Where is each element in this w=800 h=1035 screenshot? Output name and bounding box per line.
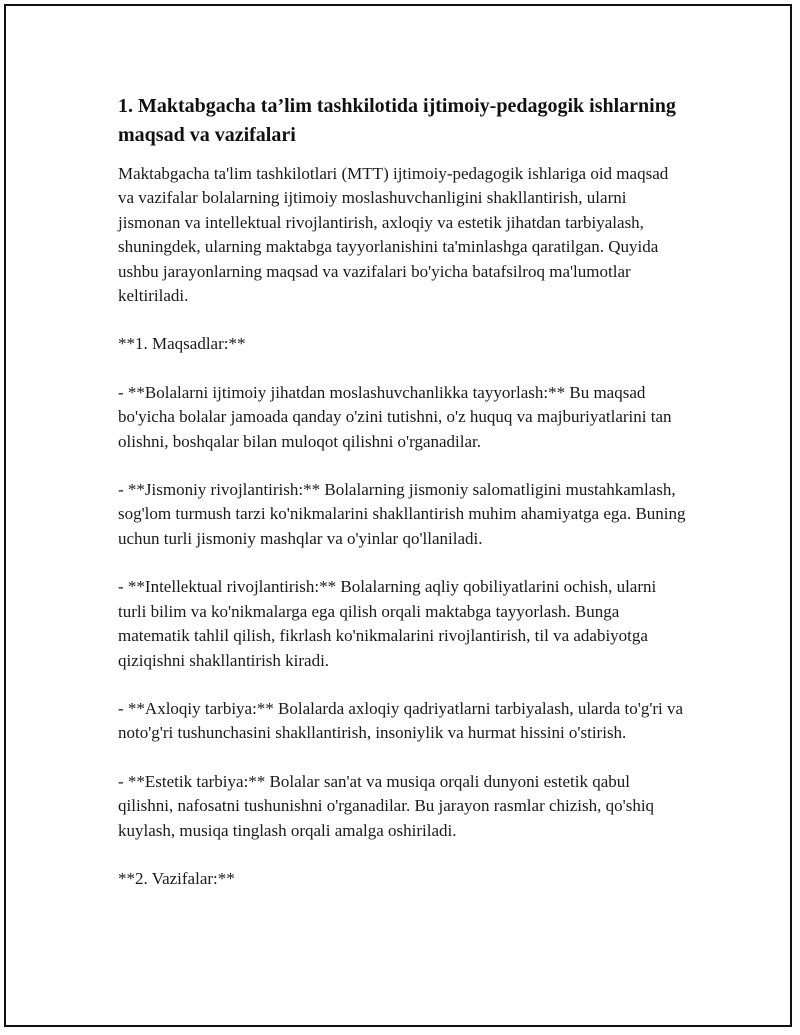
document-body (118, 92, 688, 915)
goal-social-adaptation: - **Bolalarni ijtimoiy jihatdan moslashuvchanlikka tayyorlash:** Bu maqsad bo'yicha bolalar jamoada qanday o'zini tutishni, o'z huquq va majburiyatlarini tan olishni, boshqalar bilan muloqot qilishni o'rganadilar. (118, 382, 672, 451)
goal-moral-education: - **Axloqiy tarbiya:** Bolalarda axloqiy qadriyatlarni tarbiyalash, ularda to'g'ri va noto'g'ri tushunchasini shakllantirish, insoniylik va hurmat hissini o'stirish. (118, 698, 684, 743)
document-heading: 1. Maktabgacha ta’lim tashkilotida ijtimoiy-pedagogik ishlarning maqsad va vazifalari (118, 95, 676, 146)
section-tasks-label: **2. Vazifalar:** (118, 868, 235, 888)
goal-physical-development: - **Jismoniy rivojlantirish:** Bolalarning jismoniy salomatligini mustahkamlash, sog'lom turmush tarzi ko'nikmalarini shakllantirish muhim ahamiyatga ega. Buning uchun turli jismoniy mashqlar va o'yinlar qo'llaniladi. (118, 480, 686, 548)
goal-aesthetic-education: - **Estetik tarbiya:** Bolalar san'at va musiqa orqali dunyoni estetik qabul qilishni, nafosatni tushunishni o'rganadilar. Bu jarayon rasmlar chizish, qo'shiq kuylash, musiqa tinglash orqali amalga oshiriladi. (118, 771, 655, 840)
section-goals-label: **1. Maqsadlar:** (118, 334, 246, 354)
goal-intellectual-development: - **Intellektual rivojlantirish:** Bolalarning aqliy qobiliyatlarini ochish, ularni turli bilim va ko'nikmalarga ega qilish orqali maktabga tayyorlash. Bunga matematik tahlil qilish, fikrlash ko'nikmalarini rivojlantirish, til va adabiyotga qiziqishni shakllantirish kiradi. (118, 577, 657, 670)
intro-paragraph: Maktabgacha ta'lim tashkilotlari (MTT) ijtimoiy-pedagogik ishlariga oid maqsad va vazifalar bolalarning ijtimoiy moslashuvchanligini shakllantirish, ularni jismonan va intellektual rivojlantirish, axloqiy va estetik jihatdan tarbiyalash, shuningdek, ularning maktabga tayyorlanishini ta'minlashga qaratilgan. Quyida ushbu jarayonlarning maqsad va vazifalari bo'yicha batafsilroq ma'lumotlar keltiriladi. (118, 164, 669, 306)
